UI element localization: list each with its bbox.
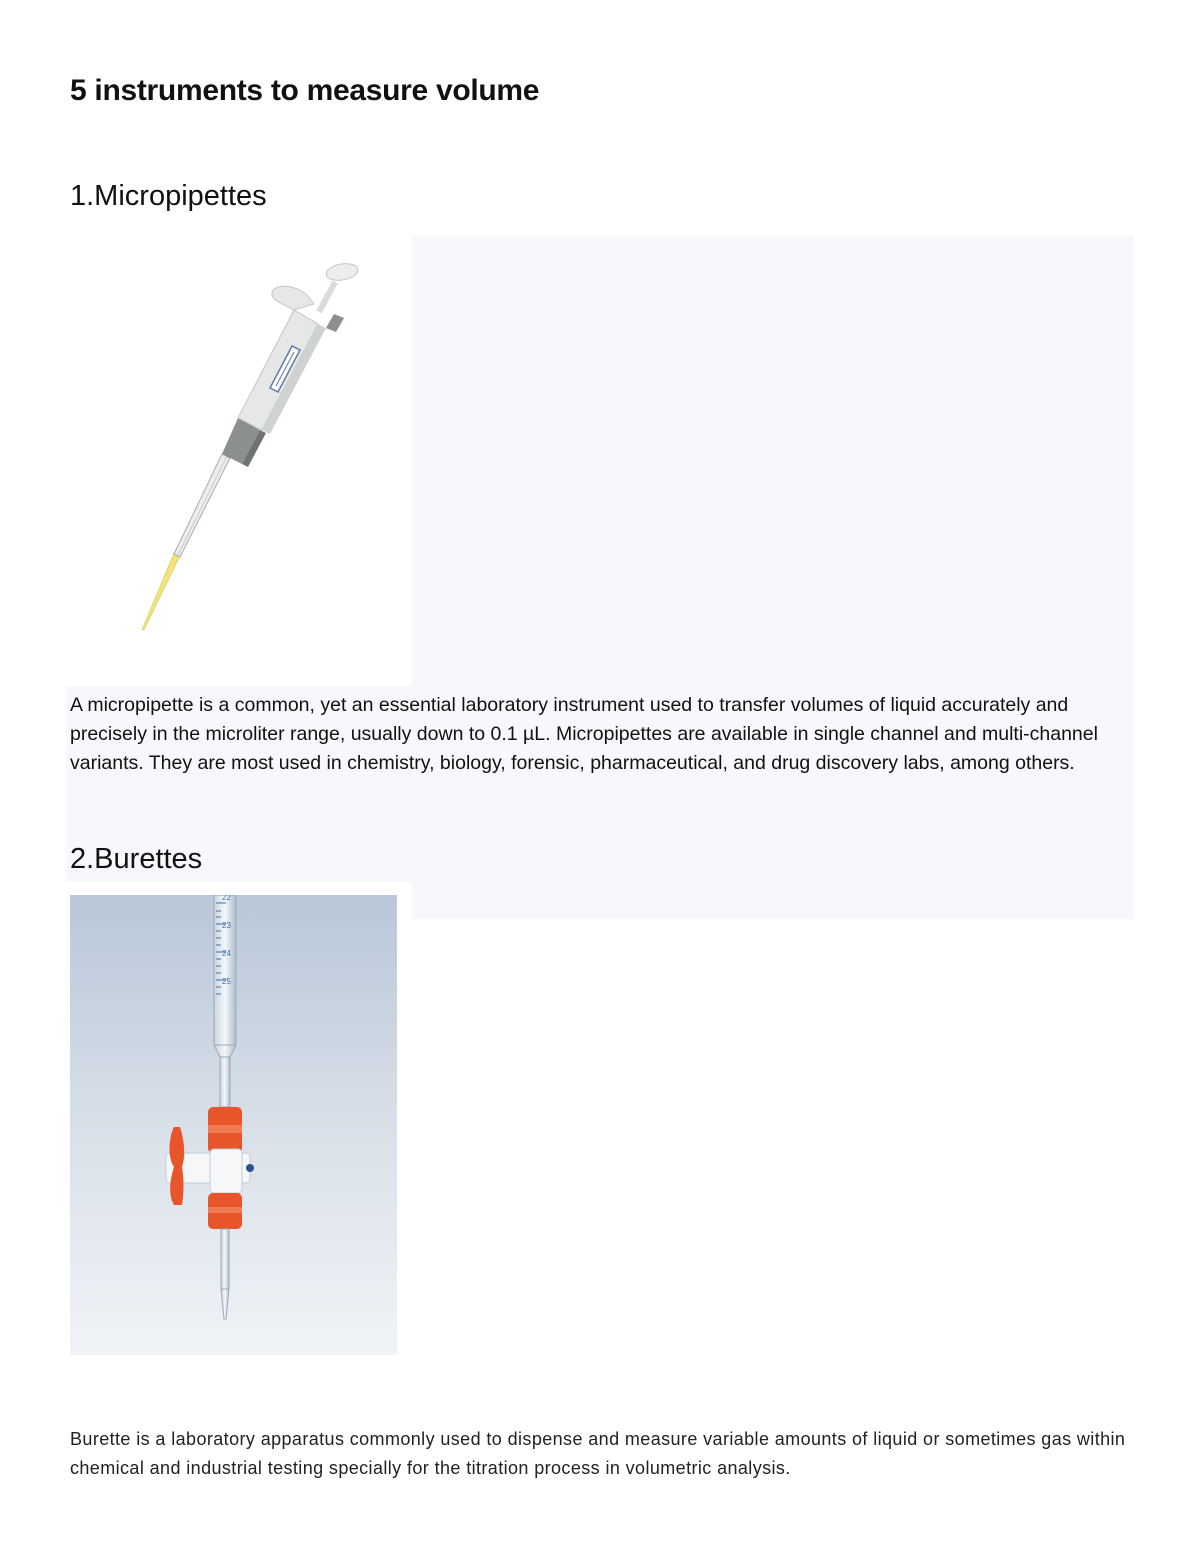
section-heading-burettes: 2.Burettes	[70, 843, 203, 875]
page-title: 5 instruments to measure volume	[70, 74, 540, 107]
burette-scale-label: 24	[222, 949, 231, 958]
micropipette-description: A micropipette is a common, yet an essential laboratory instrument used to transfer volumes of liquid accurately and precisely in the microliter range, usually down to 0.1 µL. Micropipettes are available in single channel and multi-channel variants. They are most used in chemistry, biology, forensic, pharmaceutical, and drug discovery labs, among others.	[70, 694, 1098, 774]
burette-image	[70, 895, 397, 1355]
burette-scale-label: 25	[222, 977, 231, 986]
section-heading-micropipettes: 1.Micropipettes	[70, 180, 267, 212]
burette-description: Burette is a laboratory apparatus commonly used to dispense and measure variable amounts of liquid or sometimes gas within chemical and industrial testing specially for the titration process in volumetric analysis.	[70, 1429, 1126, 1478]
shaded-background-block	[420, 880, 1134, 919]
burette-scale-label: 23	[222, 921, 231, 930]
micropipette-image	[130, 258, 370, 638]
burette-scale-label: 22	[222, 895, 231, 902]
